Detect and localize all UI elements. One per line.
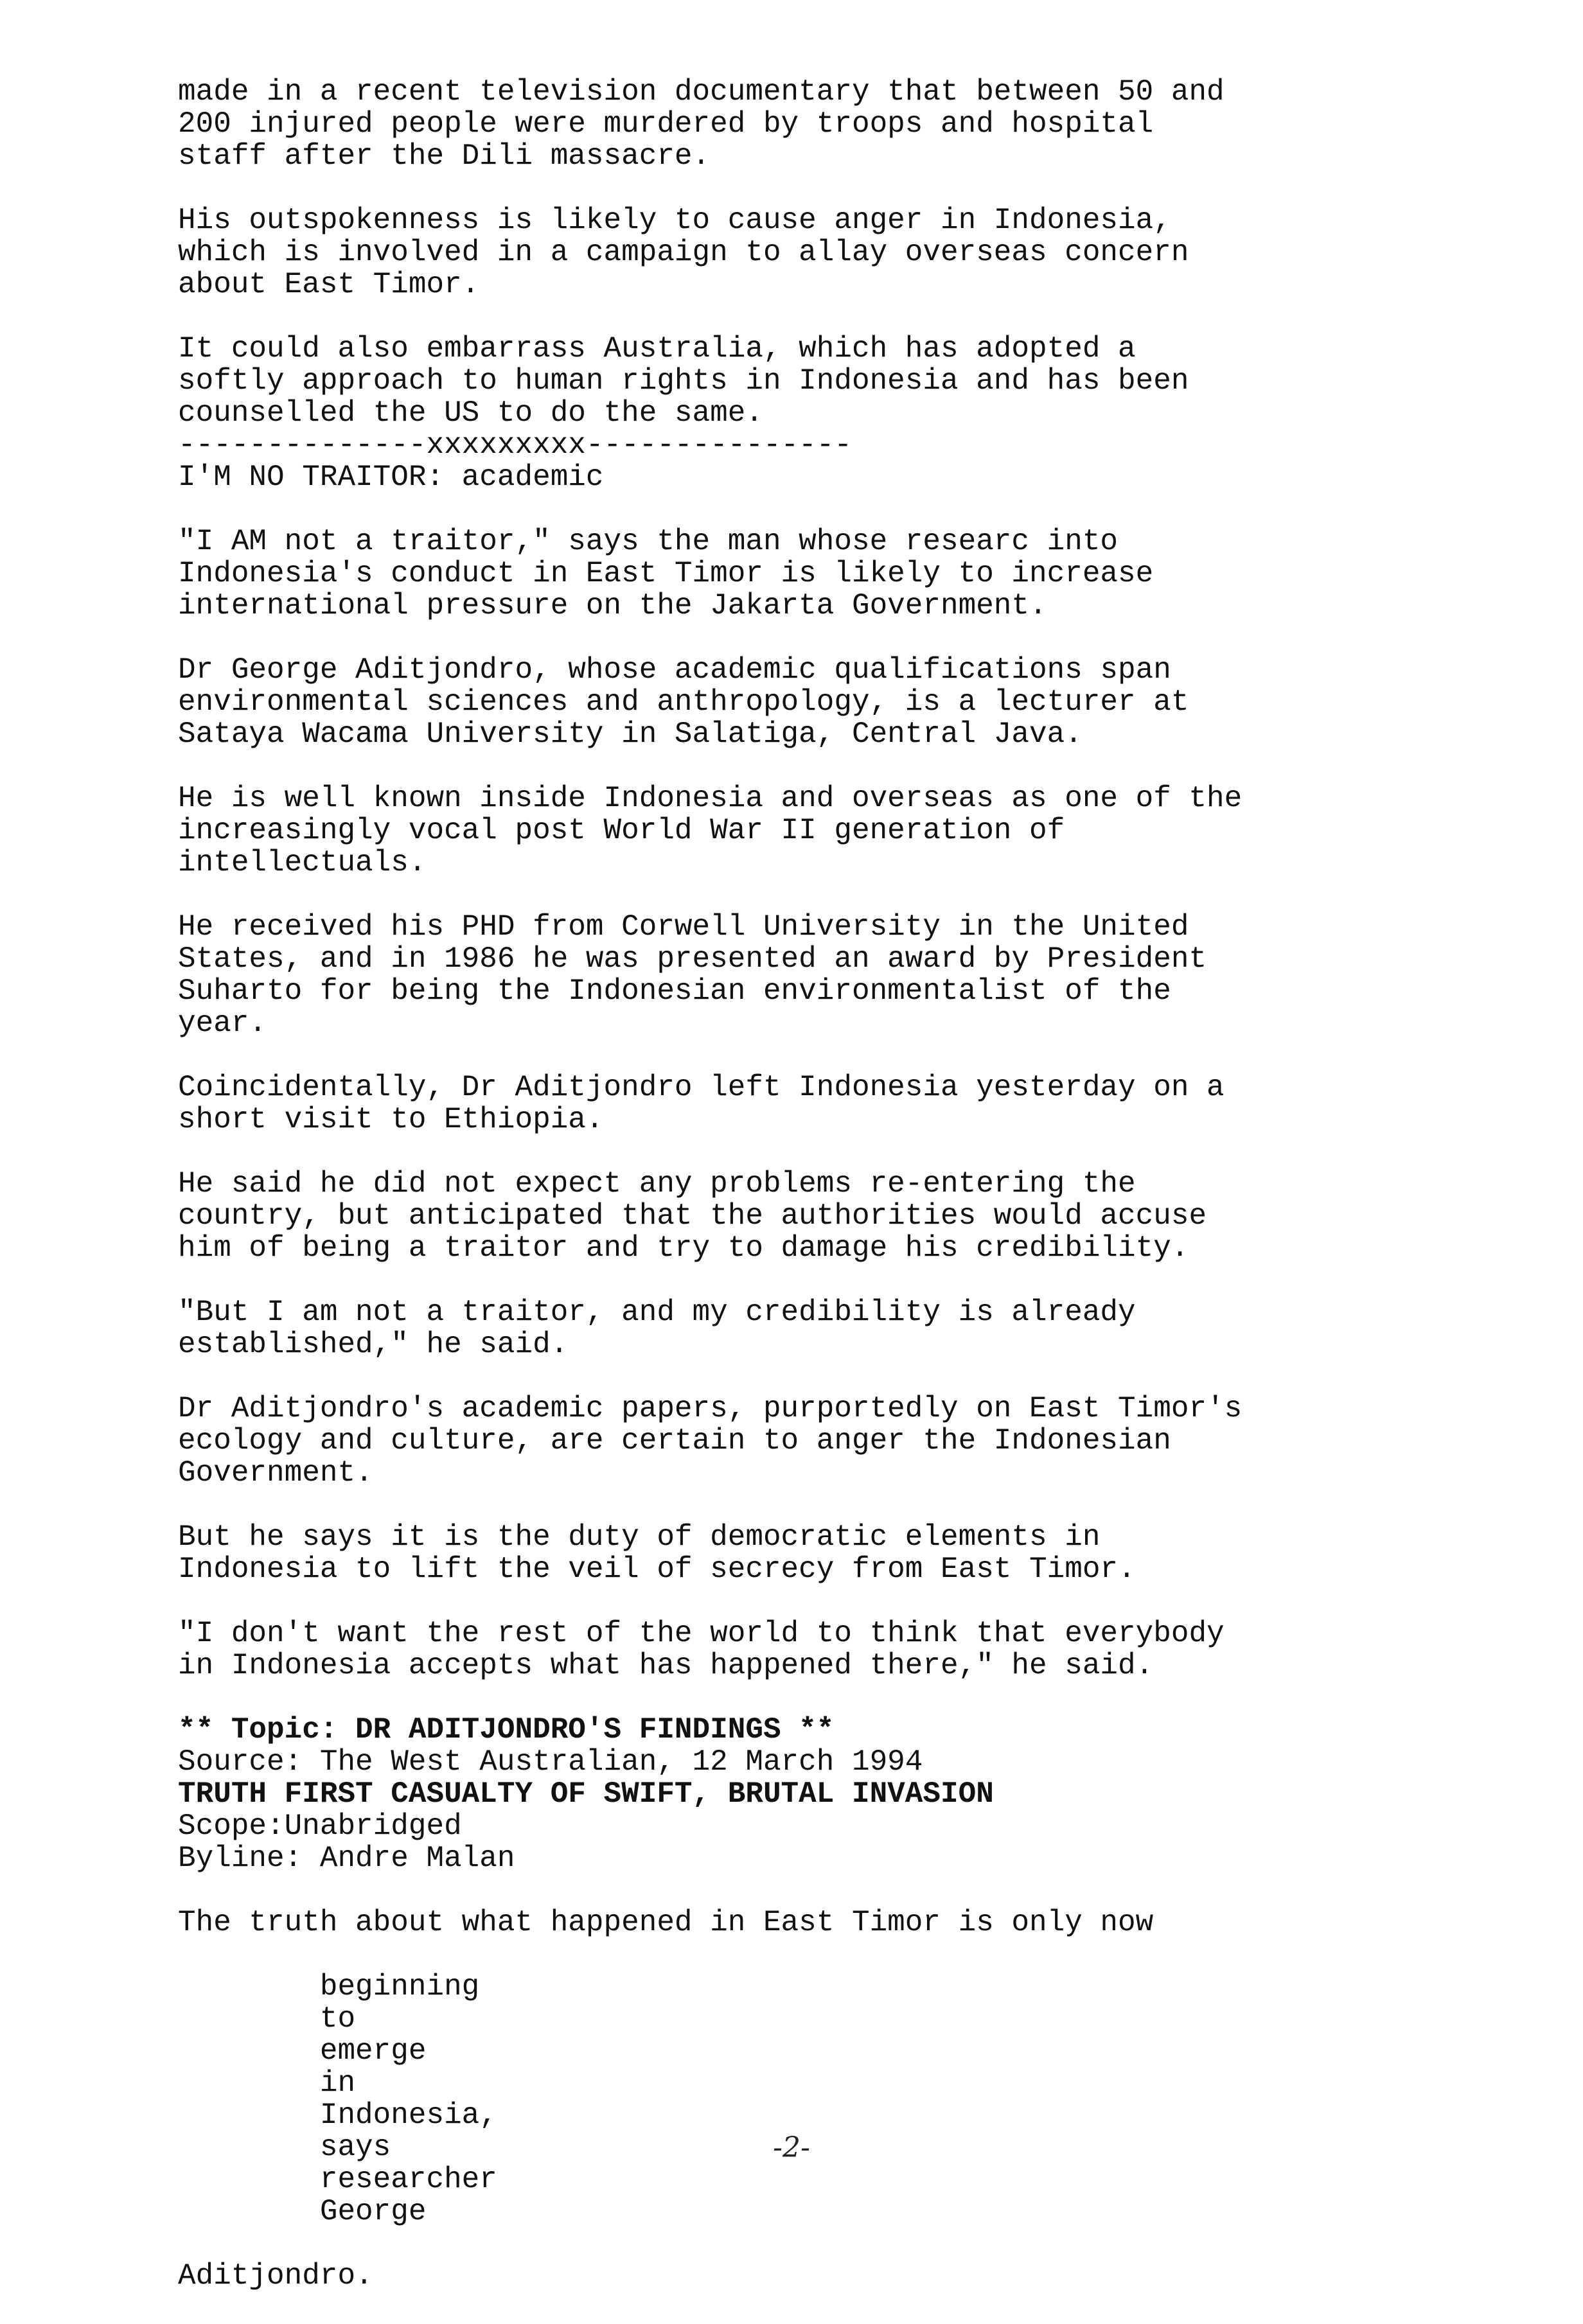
headline-text: I'M NO TRAITOR: academic: [178, 461, 604, 494]
article-text: [178, 76, 1463, 2324]
text-line: 200 injured people were murdered by troops and hospital: [178, 107, 1154, 141]
page-number: -2-: [773, 2131, 810, 2164]
text-line: "But I am not a traitor, and my credibility is already: [178, 1296, 1136, 1329]
paragraph-outspokenness: [178, 204, 1463, 301]
word: researcher: [319, 2163, 497, 2196]
article-metadata: [178, 1714, 1463, 1874]
text-line: Coincidentally, Dr Aditjondro left Indonesia yesterday on a: [178, 1071, 1225, 1104]
paragraph-credibility: [178, 1296, 1463, 1360]
text-line: "I don't want the rest of the world to think that everybody: [178, 1617, 1225, 1650]
text-line: Indonesia to lift the veil of secrecy from East Timor.: [178, 1553, 1136, 1586]
paragraph-truth-emerging: [178, 1906, 1463, 2292]
text-line: His outspokenness is likely to cause anger in Indonesia,: [178, 204, 1171, 237]
word: Indonesia,: [319, 2099, 497, 2132]
text-line: made in a recent television documentary that between 50 and: [178, 75, 1225, 109]
word: says: [319, 2131, 391, 2164]
scope-line: Scope:Unabridged: [178, 1809, 462, 1843]
word: to: [319, 2002, 356, 2036]
text-line: environmental sciences and anthropology, is a lecturer at: [178, 685, 1189, 719]
topic-line: ** Topic: DR ADITJONDRO'S FINDINGS **: [178, 1713, 835, 1747]
article-title: TRUTH FIRST CASUALTY OF SWIFT, BRUTAL INVASION: [178, 1777, 994, 1811]
text-line: Sataya Wacama University in Salatiga, Central Java.: [178, 717, 1083, 751]
text-line: softly approach to human rights in Indonesia and has been: [178, 364, 1189, 398]
paragraph-academic-papers: [178, 1393, 1463, 1489]
paragraph-ethiopia: [178, 1071, 1463, 1136]
text-line: year.: [178, 1007, 267, 1040]
text-line: Government.: [178, 1456, 373, 1490]
paragraph-re-entering: [178, 1168, 1463, 1264]
text-line: which is involved in a campaign to allay overseas concern: [178, 236, 1189, 269]
word: in: [319, 2066, 356, 2100]
paragraph-well-known: [178, 782, 1463, 879]
text-line: established," he said.: [178, 1328, 569, 1361]
text-line: in Indonesia accepts what has happened there," he said.: [178, 1649, 1154, 1682]
text-line: Aditjondro.: [178, 2259, 373, 2293]
text-line: Dr George Aditjondro, whose academic qualifications span: [178, 653, 1171, 687]
source-line: Source: The West Australian, 12 March 1994: [178, 1745, 923, 1779]
justified-text-line: [178, 1939, 1453, 2260]
paragraph-documentary: [178, 76, 1463, 172]
article-separator: --------------xxxxxxxxx---------------: [178, 428, 852, 462]
paragraph-rest-of-world: [178, 1617, 1463, 1682]
word: beginning: [319, 1970, 480, 2003]
text-line: about East Timor.: [178, 268, 480, 301]
text-line: ecology and culture, are certain to anger the Indonesian: [178, 1424, 1171, 1457]
text-line: Indonesia's conduct in East Timor is likely to increase: [178, 557, 1154, 590]
text-line: The truth about what happened in East Timor is only now: [178, 1906, 1154, 1939]
text-line: He is well known inside Indonesia and overseas as one of the: [178, 782, 1243, 815]
text-line: staff after the Dili massacre.: [178, 139, 711, 173]
text-line: He said he did not expect any problems re-entering the: [178, 1167, 1136, 1201]
article-headline: [178, 461, 1463, 493]
text-line: It could also embarrass Australia, which has adopted a: [178, 332, 1136, 365]
paragraph-phd: [178, 911, 1463, 1039]
paragraph-qualifications: [178, 654, 1463, 750]
word: George: [319, 2195, 427, 2228]
text-line: He received his PHD from Corwell University in the United: [178, 910, 1189, 944]
text-line: intellectuals.: [178, 846, 427, 879]
paragraph-duty: [178, 1521, 1463, 1585]
text-line: increasingly vocal post World War II generation of: [178, 814, 1065, 847]
byline: Byline: Andre Malan: [178, 1842, 515, 1875]
text-line: Suharto for being the Indonesian environmentalist of the: [178, 974, 1171, 1008]
text-line: But he says it is the duty of democratic elements in: [178, 1520, 1101, 1554]
word: emerge: [319, 2034, 427, 2068]
text-line: short visit to Ethiopia.: [178, 1103, 604, 1136]
text-line: Dr Aditjondro's academic papers, purportedly on East Timor's: [178, 1392, 1243, 1425]
text-line: States, and in 1986 he was presented an award by President: [178, 942, 1207, 976]
paragraph-not-traitor: [178, 525, 1463, 622]
text-line: counselled the US to do the same.: [178, 396, 763, 430]
text-line: international pressure on the Jakarta Government.: [178, 589, 1047, 622]
text-line: him of being a traitor and try to damage his credibility.: [178, 1231, 1189, 1265]
text-line: "I AM not a traitor," says the man whose researc into: [178, 525, 1119, 558]
text-line: country, but anticipated that the authorities would accuse: [178, 1199, 1207, 1233]
paragraph-embarrass-australia: [178, 333, 1463, 461]
